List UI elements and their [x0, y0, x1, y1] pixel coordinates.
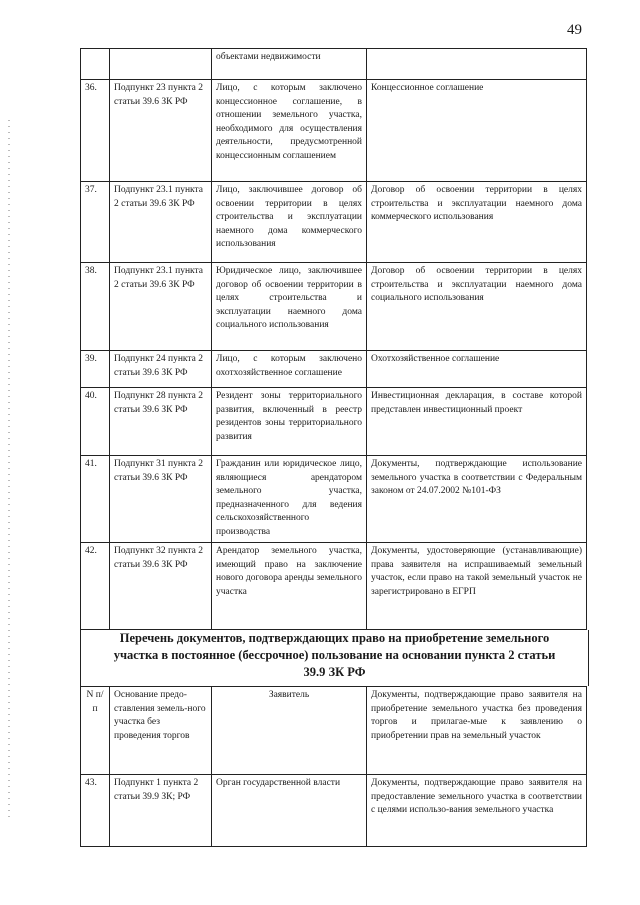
applicant-text: Резидент зоны территориального развития, включенный в реестр резидентов зоны территориального развития: [216, 391, 362, 442]
cell-applicant: [212, 543, 367, 630]
cell-num: 36.: [81, 80, 110, 182]
cell-applicant: Орган государственной власти: [212, 775, 367, 847]
table-row: [81, 80, 587, 182]
cell-applicant: [212, 388, 367, 456]
cell-applicant: [212, 182, 367, 263]
cell-basis: Подпункт 24 пункта 2 статьи 39.6 ЗК РФ: [110, 351, 212, 388]
documents-table-bottom: [80, 686, 587, 847]
table-row: [81, 456, 587, 543]
section-heading-line: Перечень документов, подтверждающих право на приобретение земельного: [119, 631, 550, 645]
cell-applicant: [212, 80, 367, 182]
cell-applicant: [212, 351, 367, 388]
docs-text: Охотхозяйственное соглашение: [371, 354, 500, 364]
applicant-text: Лицо, заключившее договор об освоении территории в целях строительства и эксплуатации наемного дома коммерческого использования: [216, 185, 362, 249]
table-header-row: [81, 687, 587, 775]
cell-docs: [367, 388, 587, 456]
cell-docs: [367, 49, 587, 80]
table-row: [81, 775, 587, 847]
cell-num: 43.: [81, 775, 110, 847]
docs-text: Документы, подтверждающие использование земельного участка в соответствии с Федеральным законом от 24.07.2002 №101-ФЗ: [371, 459, 582, 496]
cell-basis: Подпункт 28 пункта 2 статьи 39.6 ЗК РФ: [110, 388, 212, 456]
cell-num: 41.: [81, 456, 110, 543]
table-row: [81, 351, 587, 388]
cell-applicant: объектами недвижимости: [212, 49, 367, 80]
cell-basis: Подпункт 31 пункта 2 статьи 39.6 ЗК РФ: [110, 456, 212, 543]
cell-docs: [367, 456, 587, 543]
applicant-text: Лицо, с которым заключено концессионное соглашение, в отношении земельного участка, необходимого для осуществления деятельности, предусмотренной концессионным соглашением: [216, 83, 362, 161]
cell-basis: Подпункт 23.1 пункта 2 статьи 39.6 ЗК РФ: [110, 182, 212, 263]
docs-text: Документы, удостоверяющие (устанавливающие) права заявителя на испрашиваемый земельный участок, если право на такой земельный участок не зарегистрировано в ЕГРП: [371, 546, 582, 597]
cell-num: [81, 49, 110, 80]
cell-basis: Подпункт 32 пункта 2 статьи 39.6 ЗК РФ: [110, 543, 212, 630]
header-applicant: Заявитель: [212, 687, 367, 775]
cell-num: 39.: [81, 351, 110, 388]
applicant-text: Лицо, с которым заключено охотхозяйственное соглашение: [216, 354, 362, 378]
cell-docs: [367, 182, 587, 263]
cell-num: 37.: [81, 182, 110, 263]
cell-basis: Подпункт 23.1 пункта 2 статьи 39.6 ЗК РФ: [110, 263, 212, 351]
table-row: [81, 182, 587, 263]
docs-text: Инвестиционная декларация, в составе которой представлен инвестиционный проект: [371, 391, 582, 415]
header-basis-text: Основание предо-ставления земель-ного участка без проведения торгов: [114, 690, 206, 741]
docs-text: Договор об освоении территории в целях строительства и эксплуатации наемного дома социального использования: [371, 266, 582, 303]
header-num: N п/п: [81, 687, 110, 775]
cell-num: 42.: [81, 543, 110, 630]
applicant-text: Юридическое лицо, заключившее договор об освоении территории в целях строительства и эксплуатации наемного дома социального использования: [216, 266, 362, 330]
applicant-text: Гражданин или юридическое лицо, являющиеся арендатором земельного участка, предназначенного для ведения сельскохозяйственного производства: [216, 459, 362, 537]
cell-applicant: [212, 456, 367, 543]
cell-num: 40.: [81, 388, 110, 456]
cell-num: 38.: [81, 263, 110, 351]
cell-docs: [367, 351, 587, 388]
cell-docs: [367, 263, 587, 351]
applicant-text: Арендатор земельного участка, имеющий право на заключение нового договора аренды земельного участка: [216, 546, 362, 597]
docs-text: Концессионное соглашение: [371, 83, 484, 93]
page-number: 49: [567, 22, 582, 38]
table-row: [81, 263, 587, 351]
binding-margin-dots: [8, 120, 10, 820]
cell-docs: [367, 543, 587, 630]
docs-text: Договор об освоении территории в целях строительства и эксплуатации наемного дома коммерческого использования: [371, 185, 582, 222]
cell-basis: [110, 49, 212, 80]
section-heading-line: участка в постоянное (бессрочное) пользование на основании пункта 2 статьи: [113, 648, 556, 662]
docs-text: Документы, подтверждающие право заявителя на предоставление земельного участка в соответствии с целями использо-вания земельного участка: [371, 778, 582, 815]
section-heading: [80, 630, 589, 686]
cell-docs: [367, 80, 587, 182]
table-row: [81, 543, 587, 630]
cell-docs: [367, 775, 587, 847]
header-basis: [110, 687, 212, 775]
cell-basis: Подпункт 1 пункта 2 статьи 39.9 ЗК; РФ: [110, 775, 212, 847]
documents-table-top: [80, 48, 587, 630]
cell-applicant: [212, 263, 367, 351]
cell-basis: Подпункт 23 пункта 2 статьи 39.6 ЗК РФ: [110, 80, 212, 182]
header-docs-text: Документы, подтверждающие право заявителя на приобретение земельного участка без проведения торгов и прилагае-мые к заявлению о приобретении прав на земельный участок: [371, 690, 582, 741]
table-row: [81, 49, 587, 80]
header-docs: [367, 687, 587, 775]
table-row: [81, 388, 587, 456]
section-heading-line: 39.9 ЗК РФ: [303, 665, 366, 679]
